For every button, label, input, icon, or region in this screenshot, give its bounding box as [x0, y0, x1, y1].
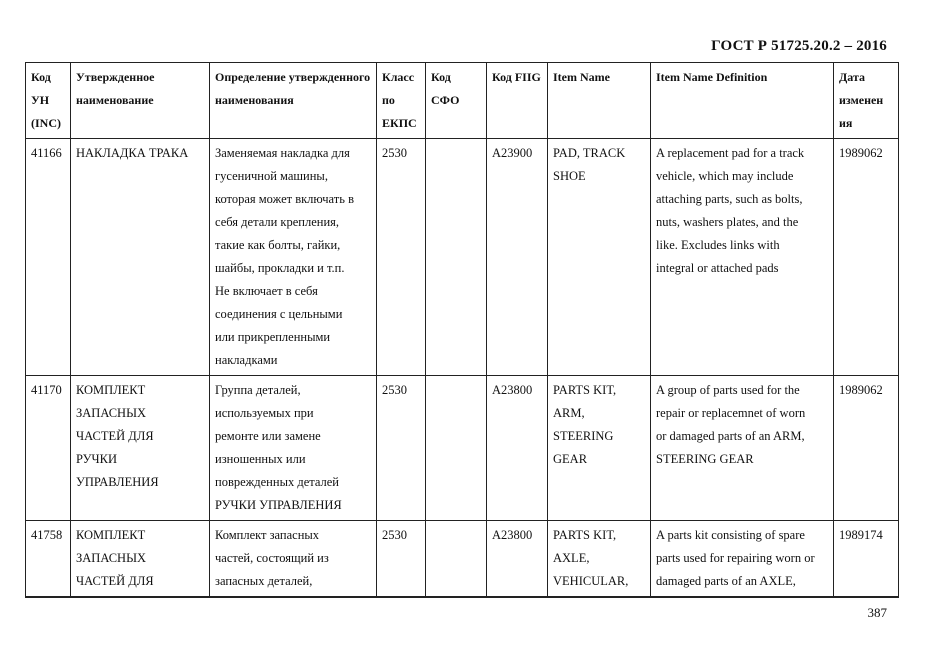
cell-item-name: PAD, TRACK SHOE: [548, 139, 651, 376]
cell-name-ru: КОМПЛЕКТ ЗАПАСНЫХ ЧАСТЕЙ ДЛЯ: [71, 521, 210, 598]
col-header-ekps-class: Класс по ЕКПС: [377, 63, 426, 139]
cell-definition-ru: Комплект запасных частей, состоящий из запасных деталей,: [210, 521, 377, 598]
col-header-sfo-code: Код СФО: [426, 63, 487, 139]
cell-item-name: PARTS KIT, ARM, STEERING GEAR: [548, 376, 651, 521]
cell-sfo: [426, 521, 487, 598]
cell-definition-ru: Заменяемая накладка для гусеничной машины, которая может включать в себя детали крепления, такие как болты, гайки, шайбы, прокладки и т.п. Не включает в себя соединения с цельными или прикрепленными накладками: [210, 139, 377, 376]
page-number: 387: [867, 605, 887, 620]
cell-name-ru: КОМПЛЕКТ ЗАПАСНЫХ ЧАСТЕЙ ДЛЯ РУЧКИ УПРАВЛЕНИЯ: [71, 376, 210, 521]
cell-definition-ru: Группа деталей, используемых при ремонте или замене изношенных или поврежденных деталей РУЧКИ УПРАВЛЕНИЯ: [210, 376, 377, 521]
cell-class: 2530: [377, 521, 426, 598]
col-header-approved-name: Утвержденное наименование: [71, 63, 210, 139]
col-header-item-name: Item Name: [548, 63, 651, 139]
standard-designation: ГОСТ Р 51725.20.2 – 2016: [711, 38, 887, 54]
cell-date: 1989062: [834, 376, 899, 521]
items-table: [25, 62, 899, 598]
table-header-row: [26, 63, 899, 139]
col-header-change-date: Дата изменен ия: [834, 63, 899, 139]
cell-item-name: PARTS KIT, AXLE, VEHICULAR,: [548, 521, 651, 598]
cell-fiig: A23800: [487, 376, 548, 521]
cell-item-definition: A replacement pad for a track vehicle, which may include attaching parts, such as bolts, nuts, washers plates, and the like. Excludes links with integral or attached pads: [651, 139, 834, 376]
cell-date: 1989062: [834, 139, 899, 376]
cell-code: 41170: [26, 376, 71, 521]
table-row: [26, 139, 899, 376]
cell-class: 2530: [377, 376, 426, 521]
cell-code: 41166: [26, 139, 71, 376]
col-header-item-name-definition: Item Name Definition: [651, 63, 834, 139]
cell-code: 41758: [26, 521, 71, 598]
cell-sfo: [426, 139, 487, 376]
table-row: [26, 376, 899, 521]
col-header-fiig-code: Код FIIG: [487, 63, 548, 139]
cell-item-definition: A parts kit consisting of spare parts used for repairing worn or damaged parts of an AXLE,: [651, 521, 834, 598]
cell-sfo: [426, 376, 487, 521]
col-header-definition: Определение утвержденного наименования: [210, 63, 377, 139]
cell-name-ru: НАКЛАДКА ТРАКА: [71, 139, 210, 376]
cell-fiig: A23800: [487, 521, 548, 598]
table-row: [26, 521, 899, 598]
cell-fiig: A23900: [487, 139, 548, 376]
cell-item-definition: A group of parts used for the repair or replacemnet of worn or damaged parts of an ARM, STEERING GEAR: [651, 376, 834, 521]
col-header-code-inc: Код УН (INC): [26, 63, 71, 139]
cell-class: 2530: [377, 139, 426, 376]
cell-date: 1989174: [834, 521, 899, 598]
